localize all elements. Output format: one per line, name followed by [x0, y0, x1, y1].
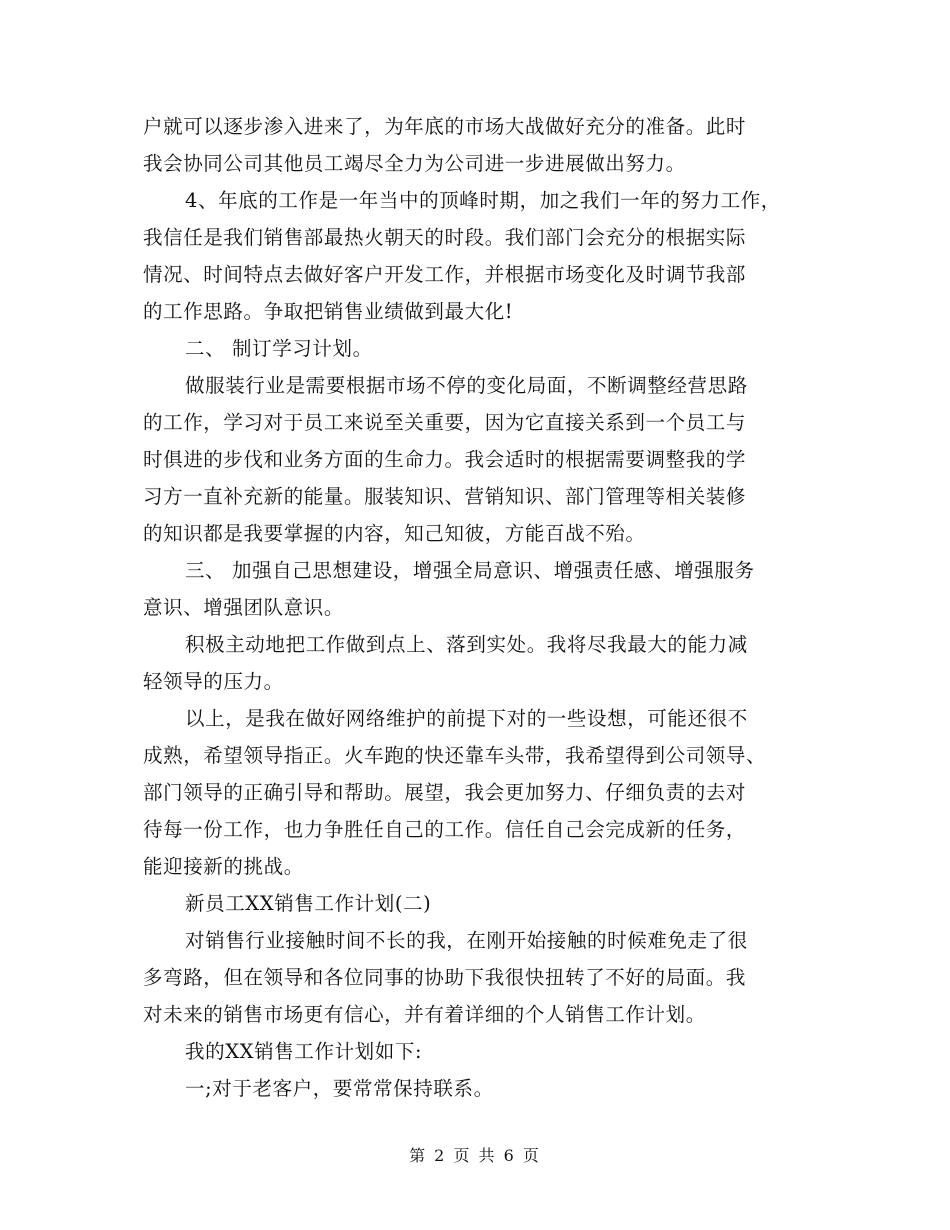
text-line: 积极主动地把工作做到点上、落到实处。我将尽我最大的能力减 — [185, 633, 748, 656]
text-line: 的工作，学习对于员工来说至关重要，因为它直接关系到一个员工与 — [143, 411, 747, 434]
text-line: 三、 加强自己思想建设，增强全局意识、增强责任感、增强服务 — [185, 559, 755, 582]
text-line: 时俱进的步伐和业务方面的生命力。我会适时的根据需要调整我的学 — [143, 448, 747, 471]
text-line: 轻领导的压力。 — [143, 670, 284, 693]
text-line: 4、年底的工作是一年当中的顶峰时期，加之我们一年的努力工作， — [185, 189, 781, 212]
text-line: 以上，是我在做好网络维护的前提下对的一些设想，可能还很不 — [185, 707, 748, 730]
text-line: 对未来的销售市场更有信心，并有着详细的个人销售工作计划。 — [143, 1003, 706, 1026]
text-line: 能迎接新的挑战。 — [143, 855, 304, 878]
text-line: 户就可以逐步渗入进来了，为年底的市场大战做好充分的准备。此时 — [143, 115, 747, 138]
text-line: 待每一份工作，也力争胜任自己的工作。信任自己会完成新的任务， — [143, 818, 747, 841]
text-line: 二、 制订学习计划。 — [185, 337, 373, 360]
page-footer: 第 2 页 共 6 页 — [409, 1146, 541, 1165]
text-line: 的工作思路。争取把销售业绩做到最大化! — [143, 300, 514, 323]
text-line: 习方一直补充新的能量。服装知识、营销知识、部门管理等相关装修 — [143, 485, 747, 508]
text-line: 我的XX销售工作计划如下: — [185, 1040, 423, 1063]
text-line: 一;对于老客户，要常常保持联系。 — [185, 1077, 494, 1100]
text-line: 新员工XX销售工作计划(二) — [185, 892, 432, 915]
text-line: 意识、增强团队意识。 — [143, 596, 345, 619]
text-line: 做服装行业是需要根据市场不停的变化局面，不断调整经营思路 — [185, 374, 748, 397]
text-line: 部门领导的正确引导和帮助。展望，我会更加努力、仔细负责的去对 — [143, 781, 747, 804]
text-line: 的知识都是我要掌握的内容，知己知彼，方能百战不殆。 — [143, 522, 646, 545]
text-line: 对销售行业接触时间不长的我，在刚开始接触的时候难免走了很 — [185, 929, 748, 952]
text-line: 多弯路，但在领导和各位同事的协助下我很快扭转了不好的局面。我 — [143, 966, 747, 989]
text-line: 成熟，希望领导指正。火车跑的快还靠车头带，我希望得到公司领导、 — [143, 744, 767, 767]
text-line: 我会协同公司其他员工竭尽全力为公司进一步进展做出努力。 — [143, 152, 686, 175]
document-body — [143, 108, 823, 1107]
text-line: 情况、时间特点去做好客户开发工作，并根据市场变化及时调节我部 — [143, 263, 747, 286]
text-line: 我信任是我们销售部最热火朝天的时段。我们部门会充分的根据实际 — [143, 226, 747, 249]
